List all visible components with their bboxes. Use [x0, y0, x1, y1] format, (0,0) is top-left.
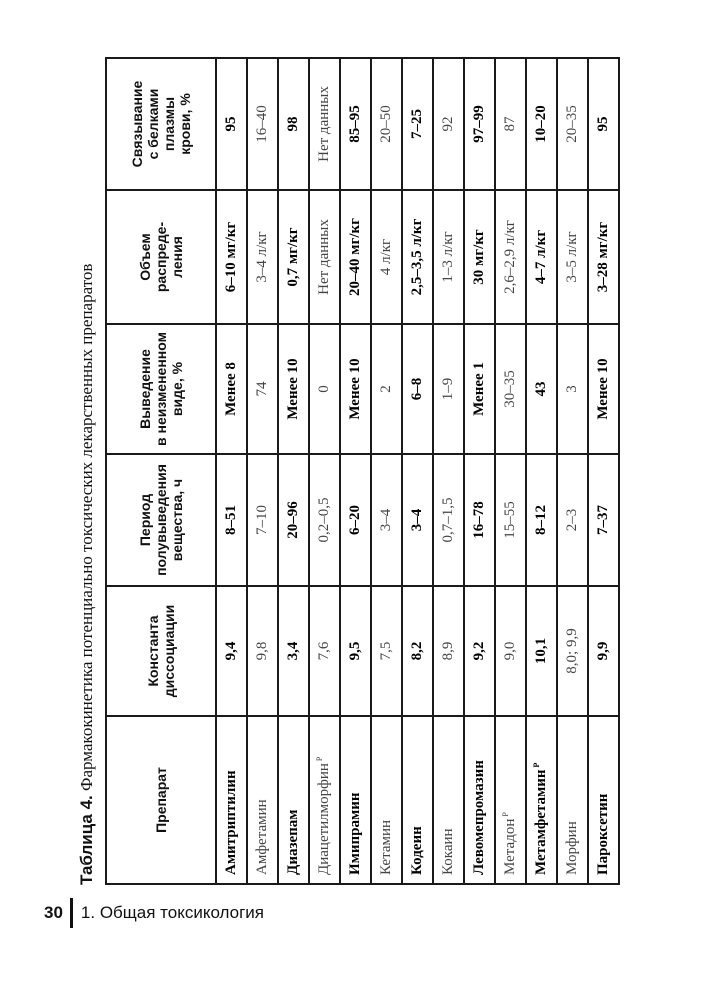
prescription-mark: Р: [501, 812, 510, 817]
header-volume-of-distribution: Объем распреде- ления: [106, 190, 216, 324]
cell-volume-of-distribution: 4 л/кг: [371, 190, 402, 324]
cell-unchanged-excretion: 43: [526, 324, 557, 454]
page-footer: [44, 898, 264, 928]
cell-drug: [433, 716, 464, 884]
cell-volume-of-distribution: 3–5 л/кг: [557, 190, 588, 324]
cell-volume-of-distribution: 1–3 л/кг: [433, 190, 464, 324]
drug-name: Кокаин: [440, 828, 456, 875]
cell-protein-binding: 85–95: [340, 58, 371, 190]
page-number: 30: [44, 903, 63, 922]
cell-protein-binding: 7–25: [402, 58, 433, 190]
prescription-mark: Р: [532, 762, 541, 768]
cell-half-life: 0,2–0,5: [309, 454, 340, 586]
pharmacokinetics-table: [105, 57, 620, 885]
cell-protein-binding: 20–35: [557, 58, 588, 190]
cell-dissociation-constant: 7,6: [309, 586, 340, 716]
drug-name: Кодеин: [409, 826, 425, 875]
drug-name: Морфин: [564, 821, 580, 875]
cell-drug: [247, 716, 278, 884]
cell-dissociation-constant: 10,1: [526, 586, 557, 716]
cell-volume-of-distribution: 30 мг/кг: [464, 190, 495, 324]
cell-half-life: 3–4: [371, 454, 402, 586]
cell-unchanged-excretion: 1–9: [433, 324, 464, 454]
cell-unchanged-excretion: 3: [557, 324, 588, 454]
cell-dissociation-constant: 3,4: [278, 586, 309, 716]
cell-drug: [216, 716, 247, 884]
cell-drug: [557, 716, 588, 884]
cell-half-life: 15–55: [495, 454, 526, 586]
table-row: [402, 58, 433, 884]
cell-protein-binding: 10–20: [526, 58, 557, 190]
section-title: 1. Общая токсикология: [80, 903, 265, 922]
drug-name: Метадон: [502, 818, 518, 875]
header-dissociation-constant: Константа диссоциации: [106, 586, 216, 716]
cell-half-life: 8–12: [526, 454, 557, 586]
drug-name: Амфетамин: [254, 799, 270, 875]
drug-name: Имипрамин: [347, 792, 363, 875]
cell-drug: [588, 716, 619, 884]
cell-drug: [464, 716, 495, 884]
cell-unchanged-excretion: Менее 10: [278, 324, 309, 454]
cell-unchanged-excretion: Менее 8: [216, 324, 247, 454]
cell-drug: [371, 716, 402, 884]
cell-half-life: 8–51: [216, 454, 247, 586]
cell-dissociation-constant: 8,2: [402, 586, 433, 716]
rotated-table-block: [72, 59, 618, 885]
cell-volume-of-distribution: Нет данных: [309, 190, 340, 324]
cell-protein-binding: 98: [278, 58, 309, 190]
drug-name: Кетамин: [378, 819, 394, 875]
table-row: [464, 58, 495, 884]
footer-divider: [70, 898, 73, 928]
cell-drug: [495, 716, 526, 884]
header-unchanged-excretion: Выведение в неизмененном виде, %: [106, 324, 216, 454]
table-header-row: [106, 58, 216, 884]
cell-half-life: 3–4: [402, 454, 433, 586]
cell-drug: [526, 716, 557, 884]
table-row: [309, 58, 340, 884]
drug-name: Левомепромазин: [471, 760, 487, 875]
cell-drug: [278, 716, 309, 884]
cell-volume-of-distribution: 6–10 мг/кг: [216, 190, 247, 324]
cell-dissociation-constant: 9,8: [247, 586, 278, 716]
cell-dissociation-constant: 9,4: [216, 586, 247, 716]
cell-volume-of-distribution: 3–4 л/кг: [247, 190, 278, 324]
table-row: [340, 58, 371, 884]
prescription-mark: Р: [315, 756, 324, 762]
cell-dissociation-constant: 7,5: [371, 586, 402, 716]
table-row: [526, 58, 557, 884]
header-drug: Препарат: [106, 716, 216, 884]
cell-protein-binding: 95: [588, 58, 619, 190]
drug-name: Пароксетин: [595, 793, 611, 875]
cell-unchanged-excretion: Менее 10: [340, 324, 371, 454]
cell-protein-binding: 20–50: [371, 58, 402, 190]
cell-dissociation-constant: 9,0: [495, 586, 526, 716]
cell-protein-binding: 87: [495, 58, 526, 190]
table-row: [216, 58, 247, 884]
cell-protein-binding: 92: [433, 58, 464, 190]
drug-name: Метамфетамин: [533, 769, 549, 875]
cell-half-life: 16–78: [464, 454, 495, 586]
cell-volume-of-distribution: 4–7 л/кг: [526, 190, 557, 324]
cell-drug: [340, 716, 371, 884]
cell-half-life: 20–96: [278, 454, 309, 586]
table-row: [588, 58, 619, 884]
cell-protein-binding: 16–40: [247, 58, 278, 190]
cell-volume-of-distribution: 3–28 мг/кг: [588, 190, 619, 324]
table-row: [433, 58, 464, 884]
cell-unchanged-excretion: 0: [309, 324, 340, 454]
drug-name: Диазепам: [285, 809, 301, 875]
drug-name: Амитриптилин: [223, 770, 239, 875]
table-row: [247, 58, 278, 884]
header-half-life: Период полувыведения вещества, ч: [106, 454, 216, 586]
cell-unchanged-excretion: Менее 1: [464, 324, 495, 454]
cell-unchanged-excretion: 74: [247, 324, 278, 454]
cell-volume-of-distribution: 2,6–2,9 л/кг: [495, 190, 526, 324]
cell-unchanged-excretion: Менее 10: [588, 324, 619, 454]
table-caption-text: Фармакокинетика потенциально токсических лекарственных препаратов: [77, 263, 96, 791]
cell-dissociation-constant: 9,9: [588, 586, 619, 716]
cell-unchanged-excretion: 6–8: [402, 324, 433, 454]
cell-volume-of-distribution: 20–40 мг/кг: [340, 190, 371, 324]
table-row: [278, 58, 309, 884]
cell-protein-binding: 97–99: [464, 58, 495, 190]
cell-dissociation-constant: 9,2: [464, 586, 495, 716]
cell-half-life: 7–10: [247, 454, 278, 586]
cell-half-life: 0,7–1,5: [433, 454, 464, 586]
cell-half-life: 6–20: [340, 454, 371, 586]
header-protein-binding: Связывание с белками плазмы крови, %: [106, 58, 216, 190]
cell-volume-of-distribution: 0,7 мг/кг: [278, 190, 309, 324]
cell-dissociation-constant: 8,9: [433, 586, 464, 716]
table-caption-label: Таблица 4.: [77, 795, 96, 885]
cell-drug: [309, 716, 340, 884]
cell-unchanged-excretion: 2: [371, 324, 402, 454]
table-row: [495, 58, 526, 884]
table-row: [557, 58, 588, 884]
cell-dissociation-constant: 9,5: [340, 586, 371, 716]
cell-dissociation-constant: 8,0; 9,9: [557, 586, 588, 716]
cell-half-life: 7–37: [588, 454, 619, 586]
cell-drug: [402, 716, 433, 884]
drug-name: Диацетилморфин: [316, 763, 332, 875]
cell-volume-of-distribution: 2,5–3,5 л/кг: [402, 190, 433, 324]
cell-unchanged-excretion: 30–35: [495, 324, 526, 454]
cell-protein-binding: Нет данных: [309, 58, 340, 190]
cell-half-life: 2–3: [557, 454, 588, 586]
table-row: [371, 58, 402, 884]
table-caption: [72, 59, 102, 885]
cell-protein-binding: 95: [216, 58, 247, 190]
